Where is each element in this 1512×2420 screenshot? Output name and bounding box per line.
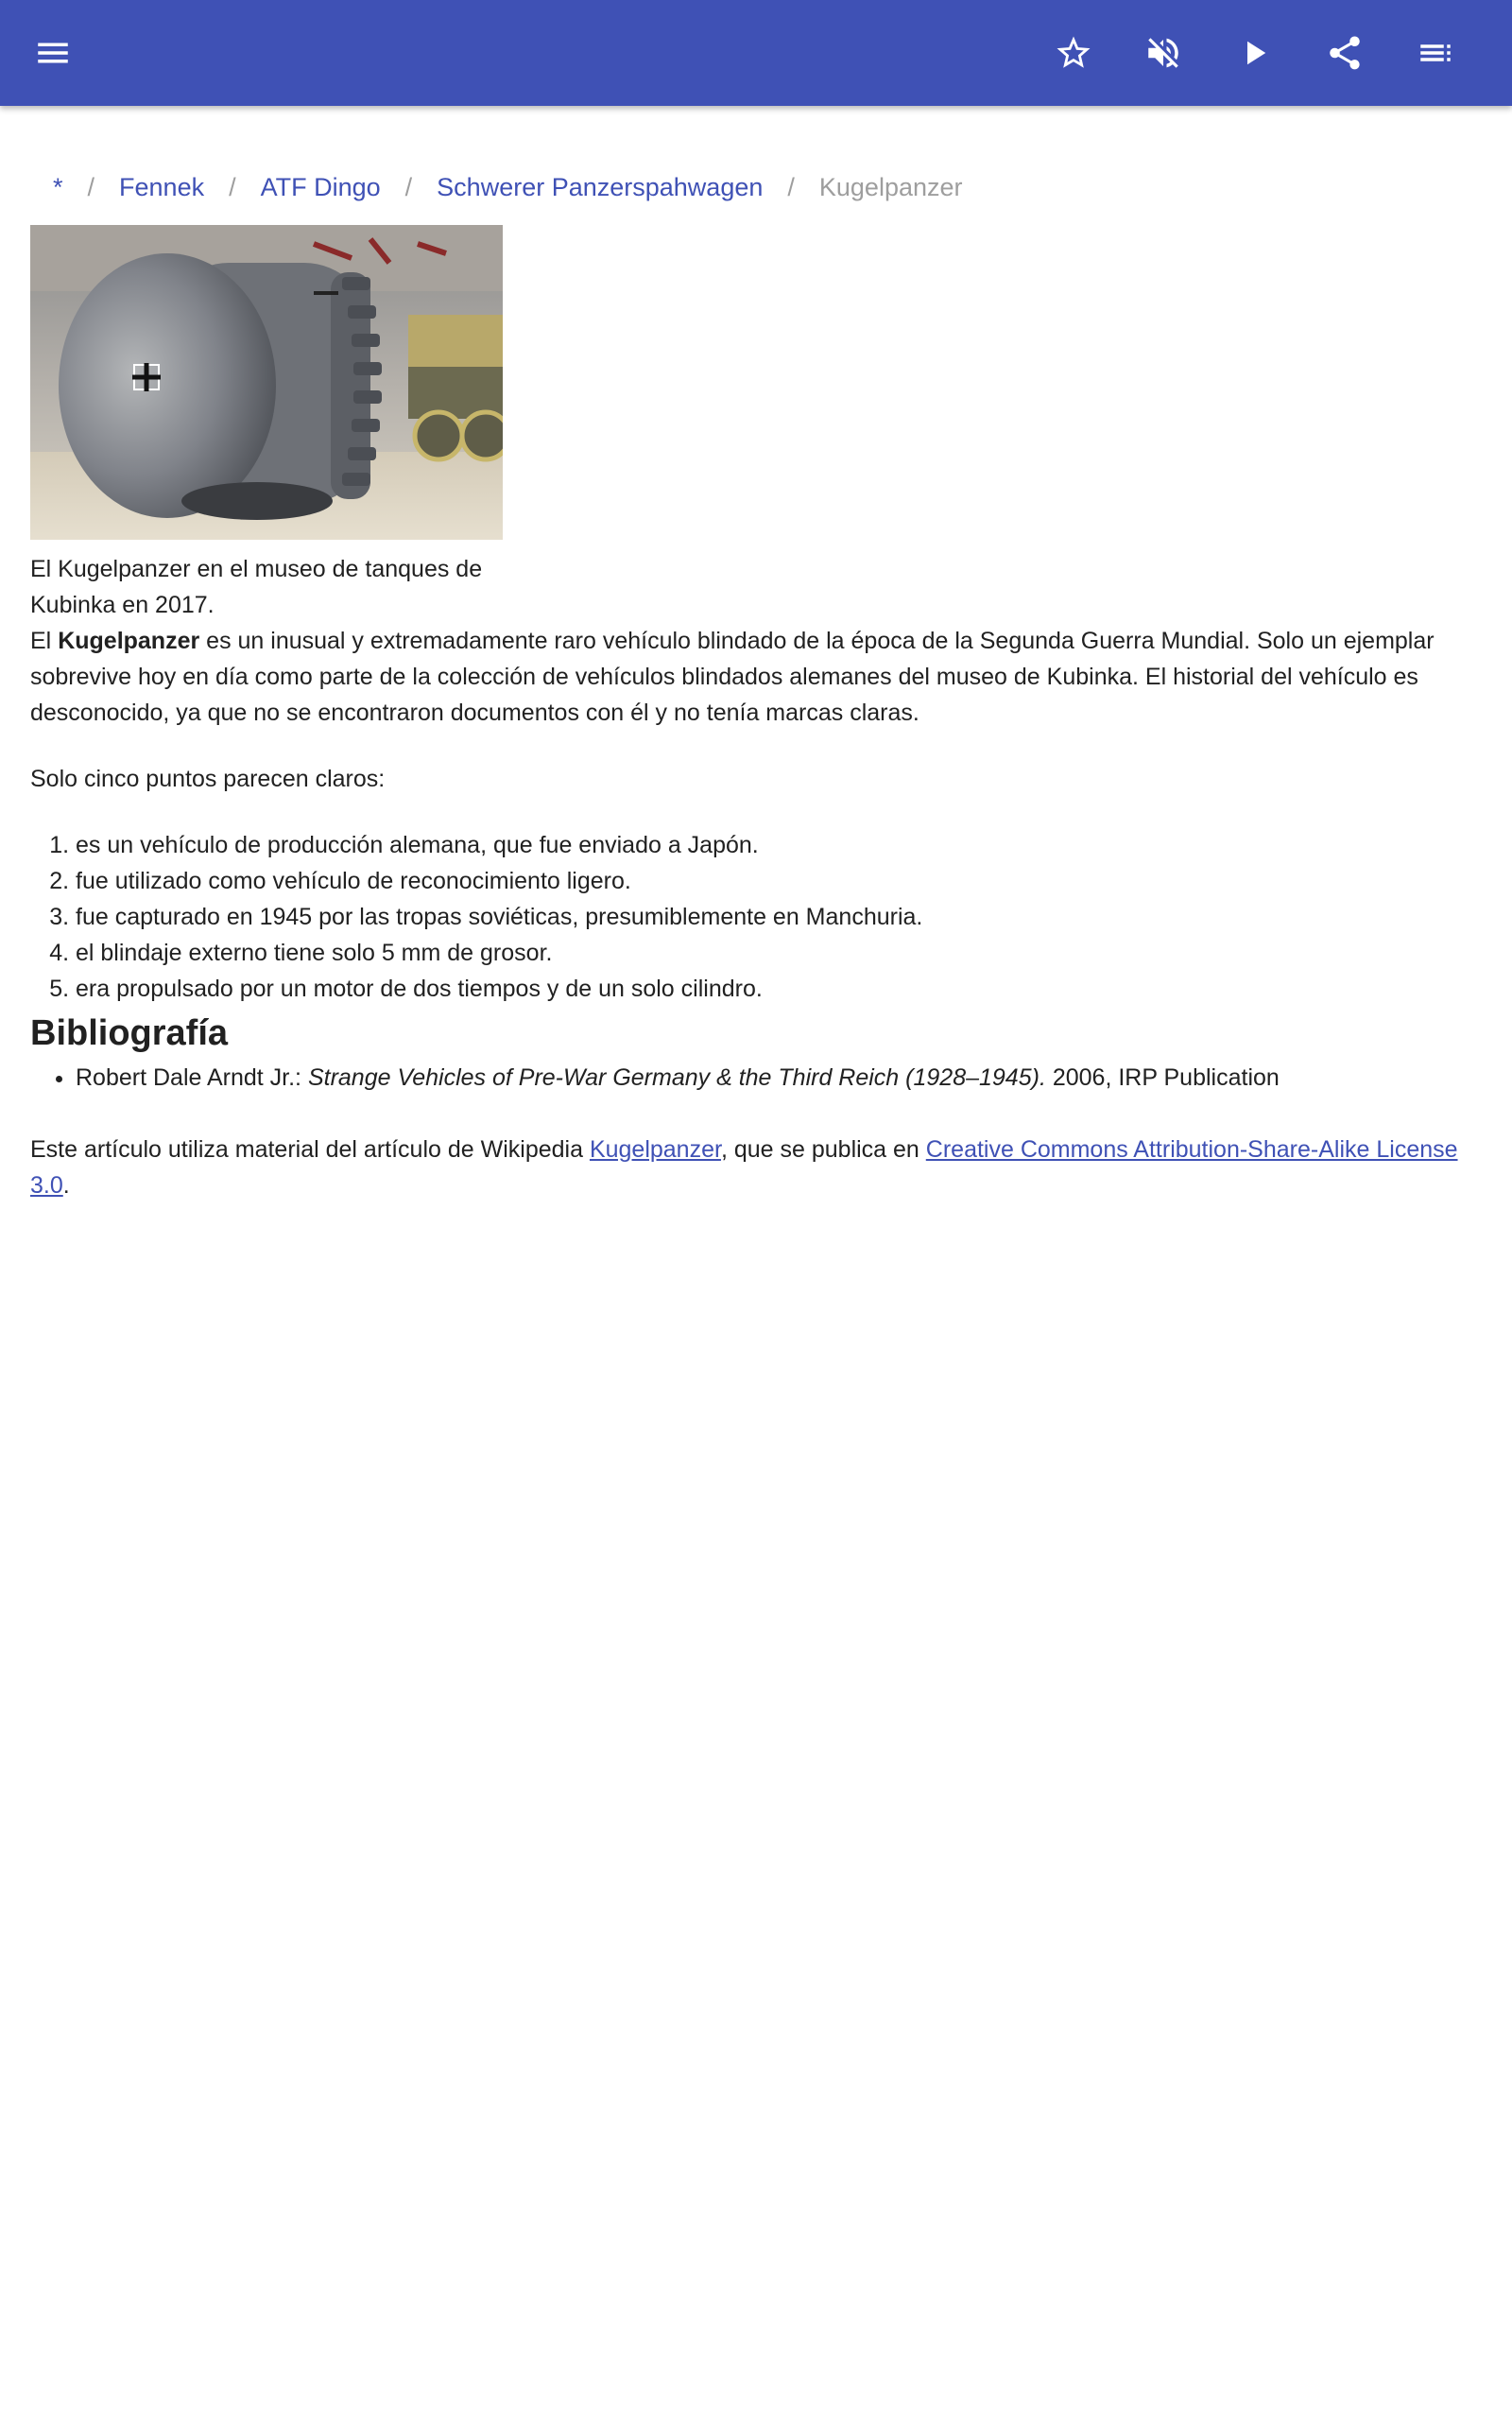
breadcrumb-separator: / xyxy=(404,173,413,201)
wikipedia-article-link[interactable]: Kugelpanzer xyxy=(589,1136,721,1163)
toc-icon xyxy=(1416,33,1455,73)
play-button[interactable] xyxy=(1224,23,1284,83)
license-prefix: Este artículo utiliza material del artículo de Wikipedia xyxy=(30,1136,590,1163)
bibliography-publisher: 2006, IRP Publication xyxy=(1045,1064,1280,1091)
points-intro: Solo cinco puntos parecen claros: xyxy=(30,766,386,792)
breadcrumb-item-fennek[interactable]: Fennek xyxy=(119,173,205,201)
article-content xyxy=(30,106,1482,1203)
bibliography-title: Strange Vehicles of Pre-War Germany & the Third Reich (1928–1945). xyxy=(307,1064,1046,1091)
points-list xyxy=(30,827,1482,1007)
app-bar xyxy=(0,0,1512,106)
intro-paragraph xyxy=(30,623,1482,731)
share-icon xyxy=(1325,33,1365,73)
play-icon xyxy=(1234,33,1274,73)
list-item: 3. fue capturado en 1945 por las tropas soviéticas, presumiblemente en Manchuria. xyxy=(76,899,1482,935)
menu-button[interactable] xyxy=(23,23,83,83)
kugelpanzer-photo[interactable] xyxy=(30,225,503,540)
license-link[interactable]: Creative Commons Attribution-Share-Alike License 3.0 xyxy=(30,1136,1458,1199)
list-item: 4. el blindaje externo tiene solo 5 mm de grosor. xyxy=(76,935,1482,971)
list-item: 5. era propulsado por un motor de dos tiempos y de un solo cilindro. xyxy=(76,971,1482,1007)
bibliography-author: Robert Dale Arndt Jr.: xyxy=(76,1064,308,1091)
license-middle: , que se publica en xyxy=(720,1136,926,1163)
intro-prefix: El xyxy=(30,628,59,654)
breadcrumb-item-root[interactable]: * xyxy=(53,173,63,201)
intro-text: es un inusual y extremadamente raro vehículo blindado de la época de la Segunda Guerra Mundial. Solo un ejemplar sobrevive hoy en día como parte de la colección de vehículos blindados alemanes del museo de Kubinka. El historial del vehículo es desconocido, ya que no se encontraron documentos con él y no tenía marcas claras. xyxy=(30,628,1435,726)
figure-caption: El Kugelpanzer en el museo de tanques de Kubinka en 2017. xyxy=(30,556,483,618)
breadcrumb-item-atf-dingo[interactable]: ATF Dingo xyxy=(260,173,381,201)
list-item: 1. es un vehículo de producción alemana, que fue enviado a Japón. xyxy=(76,827,1482,863)
license-paragraph xyxy=(30,1132,1482,1203)
breadcrumb-separator: / xyxy=(229,173,236,201)
table-of-contents-button[interactable] xyxy=(1405,23,1466,83)
mute-button[interactable] xyxy=(1133,23,1194,83)
share-button[interactable] xyxy=(1314,23,1375,83)
volume-off-icon xyxy=(1143,33,1183,73)
bookmark-button[interactable] xyxy=(1043,23,1104,83)
bibliography-heading: Bibliografía xyxy=(30,1013,229,1053)
bibliography-list xyxy=(30,1060,1482,1096)
article-figure xyxy=(30,225,503,623)
breadcrumb-item-schwerer-panzerspahwagen[interactable]: Schwerer Panzerspahwagen xyxy=(437,173,764,201)
list-item: 2. fue utilizado como vehículo de reconocimiento ligero. xyxy=(76,863,1482,899)
breadcrumb-separator: / xyxy=(87,173,95,201)
bibliography-item xyxy=(76,1060,1482,1096)
star-outline-icon xyxy=(1054,33,1093,73)
breadcrumb-current: Kugelpanzer xyxy=(818,173,963,201)
menu-icon xyxy=(33,33,73,73)
breadcrumb xyxy=(30,170,1482,204)
breadcrumb-separator: / xyxy=(787,173,795,201)
license-suffix: . xyxy=(62,1172,70,1199)
intro-bold-term: Kugelpanzer xyxy=(58,628,200,654)
